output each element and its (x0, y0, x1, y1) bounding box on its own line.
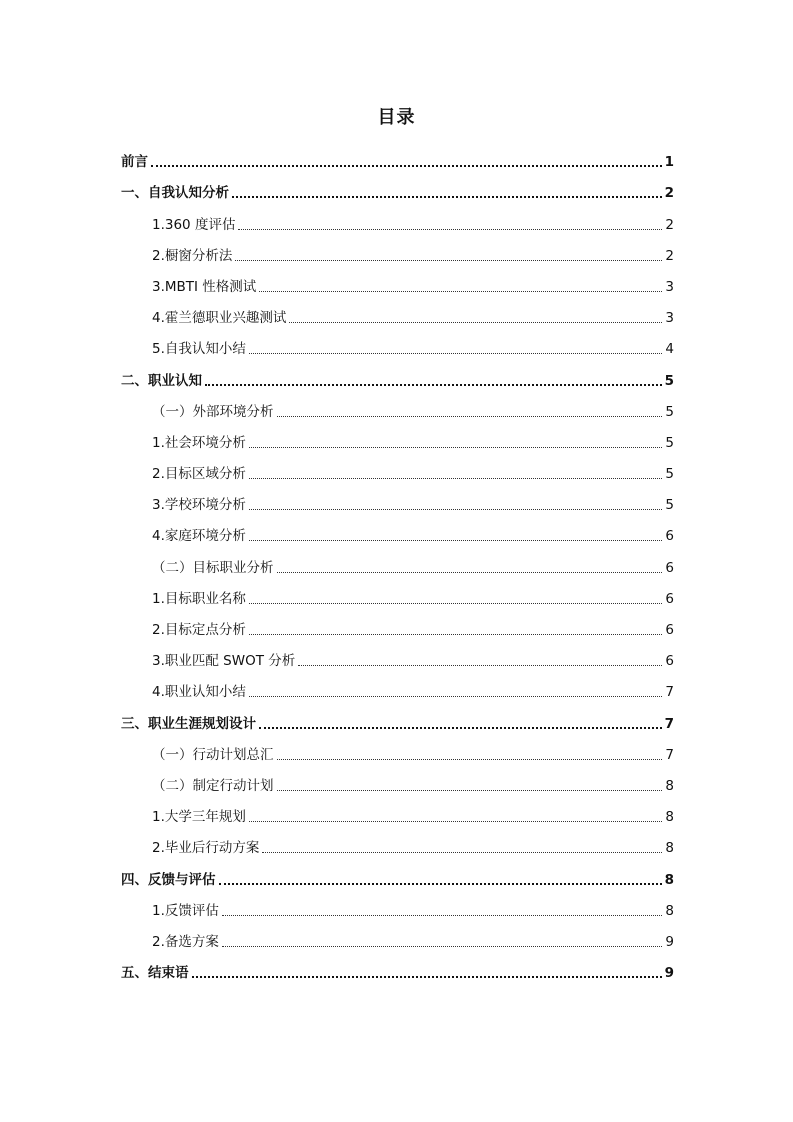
toc-dot-leader (277, 572, 663, 573)
toc-dot-leader (151, 165, 662, 167)
toc-entry-title: 1.目标职业名称 (152, 590, 246, 607)
toc-entry-title: 2.毕业后行动方案 (152, 840, 260, 857)
toc-page-number: 6 (665, 590, 674, 607)
toc-dot-leader (232, 196, 662, 198)
toc-page-number: 7 (665, 746, 674, 763)
toc-entry-title: 二、职业认知 (121, 372, 202, 389)
toc-page-number: 5 (665, 497, 674, 514)
toc-entry-title: 三、职业生涯规划设计 (121, 715, 256, 732)
toc-entry-title: 1.社会环境分析 (152, 434, 246, 451)
toc-entry-title: 2.目标定点分析 (152, 622, 246, 638)
toc-entry-title: 1.反馈评估 (152, 902, 219, 919)
toc-entry-title: 1.360 度评估 (152, 216, 236, 233)
toc-dot-leader (249, 353, 663, 354)
toc-dot-leader (219, 883, 662, 885)
toc-dot-leader (277, 759, 663, 760)
toc-entry-title: 1.大学三年规划 (152, 809, 246, 826)
toc-page-number: 8 (665, 840, 674, 857)
toc-entry-title: 五、结束语 (121, 965, 189, 982)
toc-subentry[interactable] (121, 826, 674, 857)
toc-subentry[interactable] (121, 296, 674, 327)
toc-dot-leader (238, 229, 662, 230)
toc-subentry[interactable] (121, 327, 674, 358)
toc-page-number: 2 (665, 216, 674, 233)
toc-entry-title: 四、反馈与评估 (121, 871, 216, 888)
toc-entry-title: 2.橱窗分析法 (152, 247, 233, 264)
toc-entry-title: 5.自我认知小结 (152, 341, 246, 358)
toc-dot-leader (222, 946, 663, 947)
toc-dot-leader (192, 976, 662, 978)
toc-subentry[interactable] (121, 265, 674, 296)
toc-page-number: 2 (665, 247, 674, 264)
toc-subentry[interactable] (121, 670, 674, 701)
toc-subentry[interactable] (121, 608, 674, 639)
toc-page-number: 5 (664, 372, 674, 389)
toc-page-number: 6 (665, 622, 674, 638)
toc-page-number: 6 (665, 653, 674, 670)
toc-page-number: 6 (665, 528, 674, 545)
toc-page-number: 1 (664, 154, 674, 171)
toc-entry-title: 一、自我认知分析 (121, 185, 229, 202)
toc-page-number: 5 (665, 403, 674, 420)
toc-dot-leader (259, 291, 662, 292)
toc-page-number: 4 (665, 341, 674, 358)
toc-entry-title: 4.家庭环境分析 (152, 528, 246, 545)
toc-subentry[interactable] (121, 452, 674, 483)
toc-dot-leader (235, 260, 662, 261)
toc-dot-leader (277, 790, 663, 791)
toc-subentry[interactable] (121, 483, 674, 514)
toc-page-number: 6 (665, 559, 674, 576)
toc-heading-entry[interactable] (121, 140, 674, 171)
toc-page-number: 2 (664, 185, 674, 202)
toc-heading-entry[interactable] (121, 171, 674, 202)
toc-page-number: 5 (665, 466, 674, 483)
toc-dot-leader (262, 852, 662, 853)
toc-entry-title: 3.MBTI 性格测试 (152, 278, 257, 295)
toc-entry-title: 4.霍兰德职业兴趣测试 (152, 310, 287, 327)
toc-page-number: 8 (664, 871, 674, 888)
toc-dot-leader (205, 384, 662, 386)
toc-entry-title: 3.职业匹配 SWOT 分析 (152, 653, 296, 670)
toc-subentry[interactable] (121, 733, 674, 764)
toc-subentry[interactable] (121, 390, 674, 421)
table-of-contents (121, 140, 674, 982)
toc-dot-leader (249, 540, 663, 541)
toc-subentry[interactable] (121, 234, 674, 265)
toc-heading-entry[interactable] (121, 701, 674, 732)
toc-page-number: 9 (664, 965, 674, 982)
toc-heading-entry[interactable] (121, 951, 674, 982)
toc-entry-title: （一）行动计划总汇 (152, 746, 274, 763)
toc-subentry[interactable] (121, 920, 674, 951)
toc-dot-leader (249, 603, 663, 604)
toc-page-number: 7 (664, 715, 674, 732)
toc-subentry[interactable] (121, 421, 674, 452)
toc-dot-leader (249, 821, 663, 822)
page-title: 目录 (377, 107, 416, 128)
toc-subentry[interactable] (121, 764, 674, 795)
toc-page-number: 7 (665, 684, 674, 701)
toc-page-number: 3 (665, 310, 674, 327)
toc-page-number: 8 (665, 809, 674, 826)
toc-dot-leader (249, 447, 663, 448)
toc-page-number: 8 (665, 902, 674, 919)
toc-entry-title: 3.学校环境分析 (152, 497, 246, 514)
toc-dot-leader (222, 915, 663, 916)
toc-subentry[interactable] (121, 889, 674, 920)
toc-dot-leader (249, 634, 663, 635)
toc-entry-title: 前言 (121, 154, 148, 171)
toc-dot-leader (289, 322, 662, 323)
toc-entry-title: （一）外部环境分析 (152, 403, 274, 420)
toc-dot-leader (298, 665, 662, 666)
toc-entry-title: 2.目标区域分析 (152, 466, 246, 483)
toc-heading-entry[interactable] (121, 857, 674, 888)
toc-subentry[interactable] (121, 577, 674, 608)
toc-page-number: 8 (665, 777, 674, 794)
toc-page-number: 3 (665, 278, 674, 295)
toc-entry-title: （二）制定行动计划 (152, 777, 274, 794)
toc-heading-entry[interactable] (121, 358, 674, 389)
toc-subentry[interactable] (121, 795, 674, 826)
toc-subentry[interactable] (121, 202, 674, 233)
toc-page-number: 9 (665, 933, 674, 950)
toc-entry-title: 4.职业认知小结 (152, 684, 246, 701)
toc-dot-leader (259, 727, 662, 729)
toc-dot-leader (249, 478, 663, 479)
toc-page-number: 5 (665, 434, 674, 451)
toc-entry-title: （二）目标职业分析 (152, 559, 274, 576)
toc-subentry[interactable] (121, 545, 674, 576)
toc-dot-leader (277, 416, 663, 417)
toc-subentry[interactable] (121, 514, 674, 545)
toc-dot-leader (249, 696, 663, 697)
toc-subentry[interactable] (121, 639, 674, 670)
toc-dot-leader (249, 509, 663, 510)
toc-entry-title: 2.备选方案 (152, 933, 219, 950)
